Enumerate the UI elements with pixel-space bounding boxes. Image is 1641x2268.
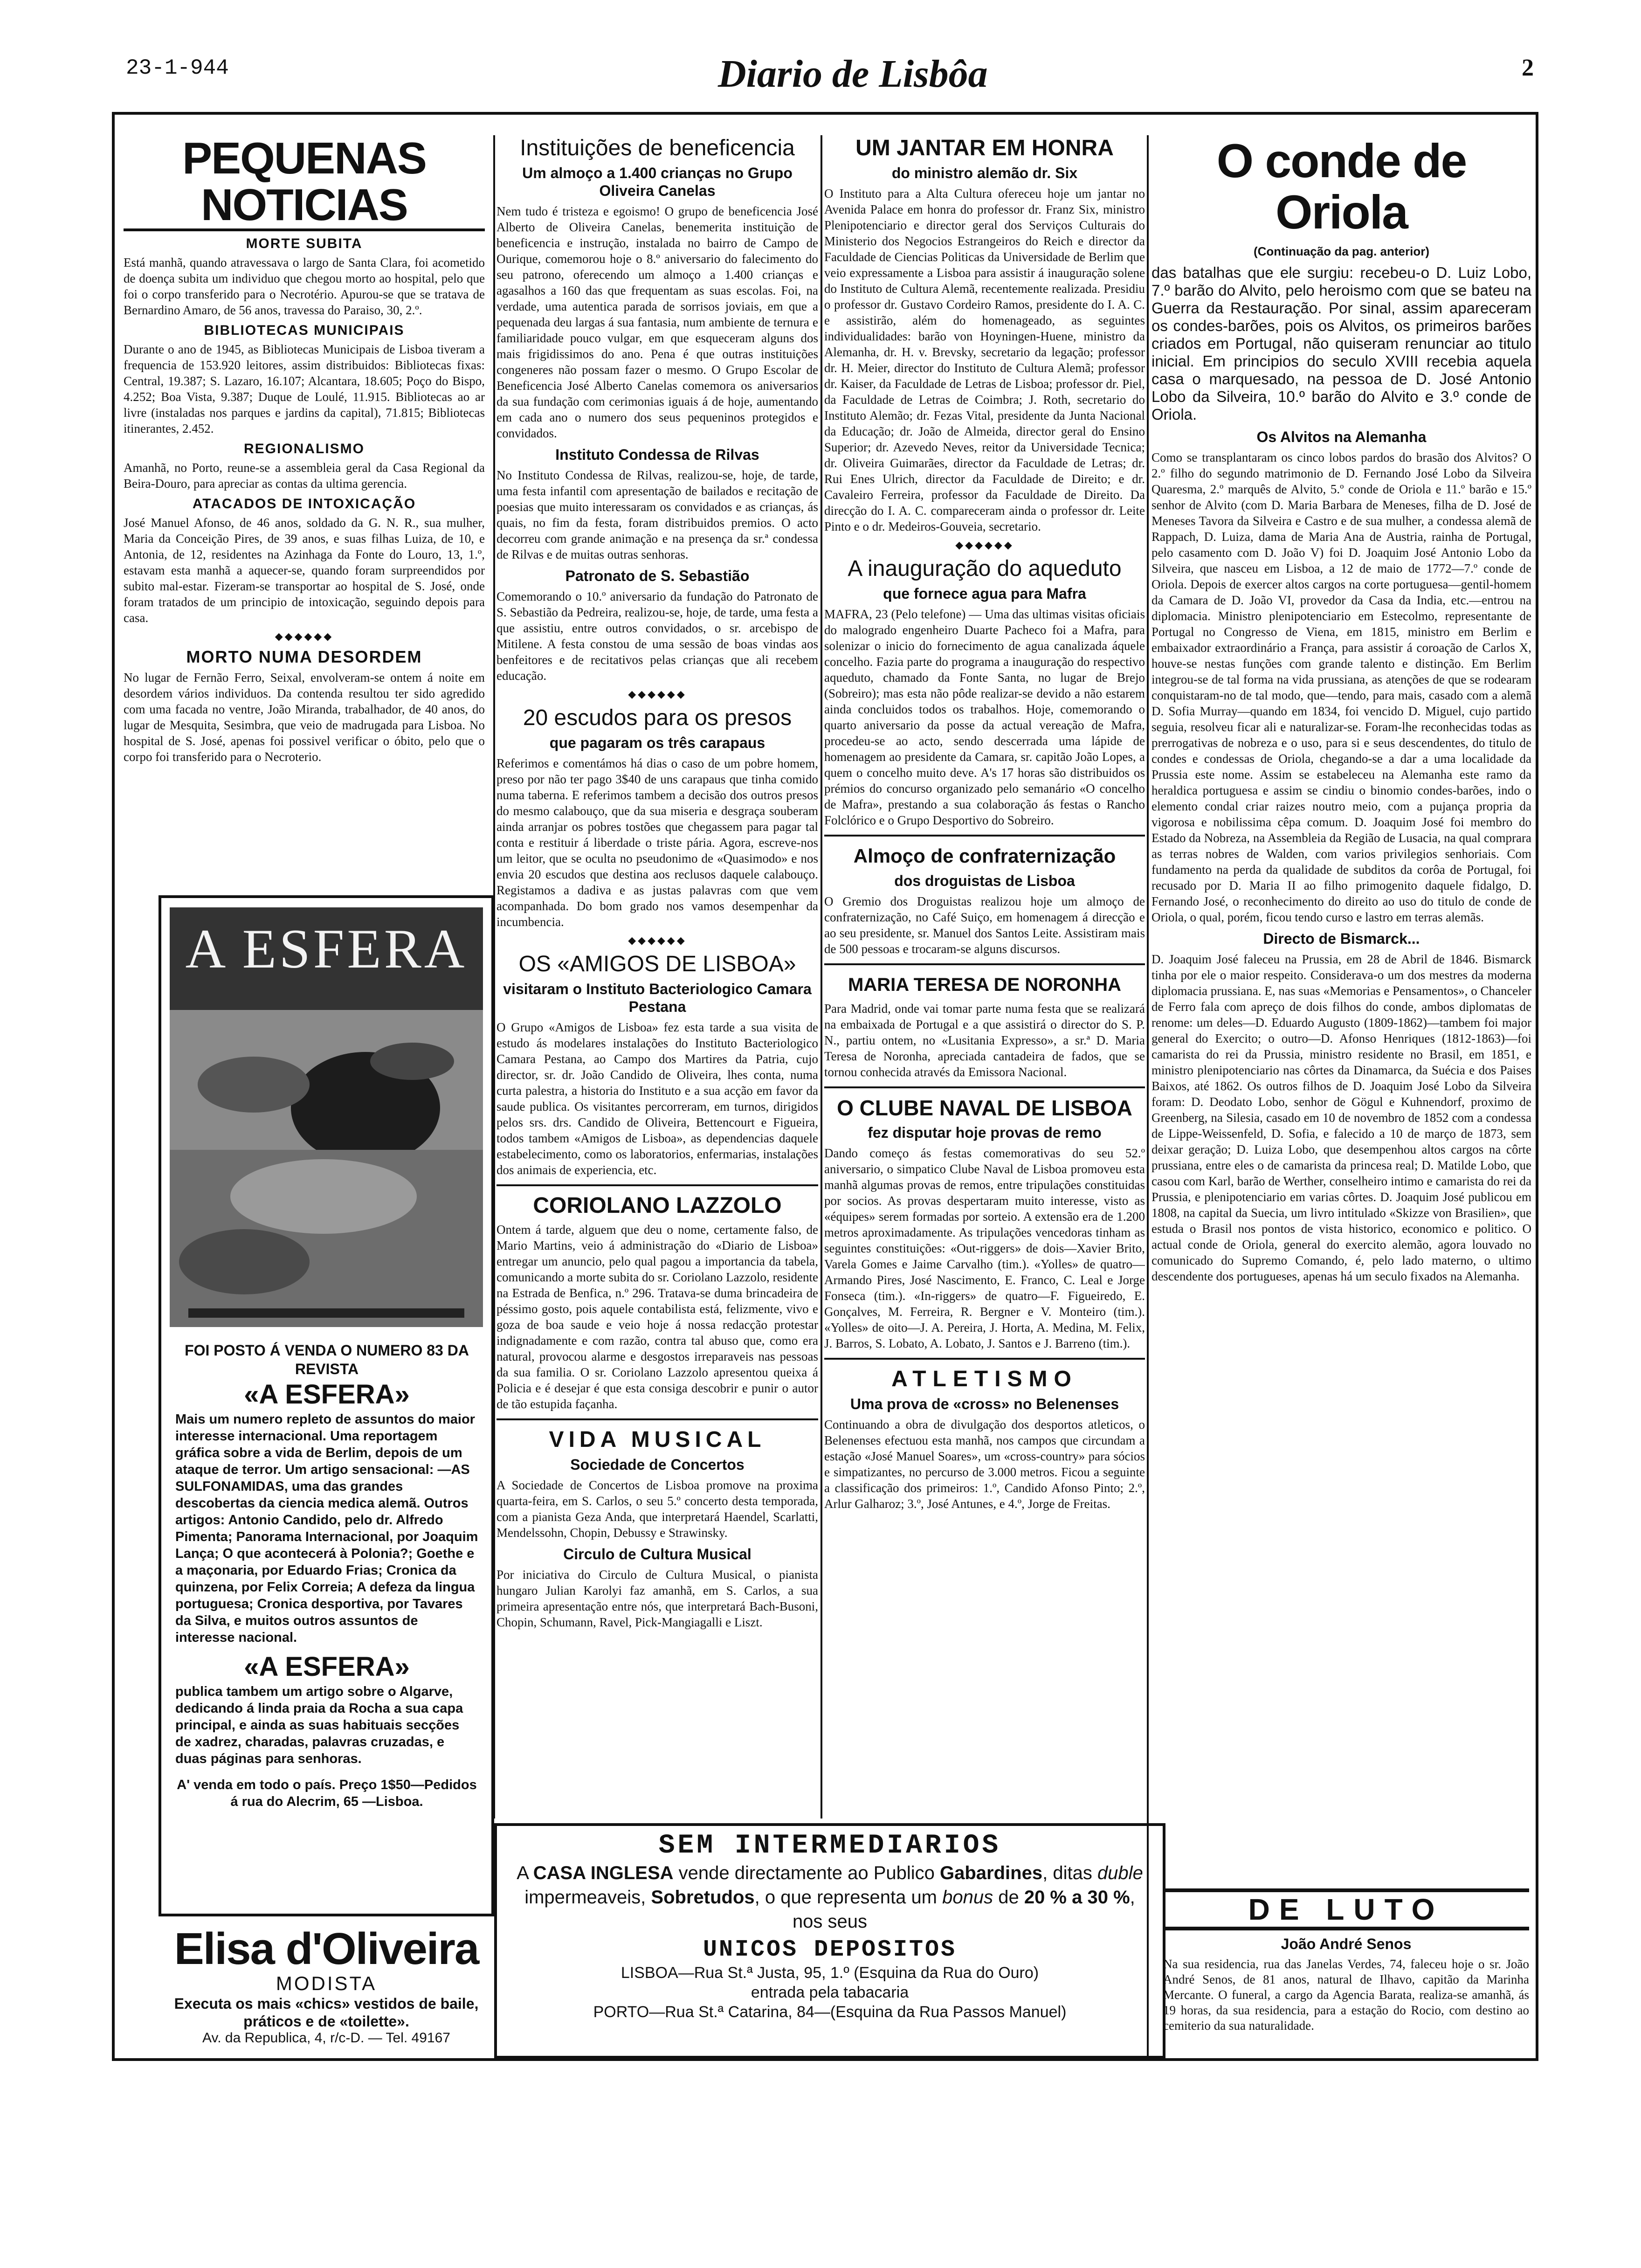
item-text: Está manhã, quando atravessava o largo de Santa Clara, foi acometido de doença subita um individuo que chegou morto ao hospital, pelo que foi o corpo transferido para o Necrotério. Apurou-se que se tratava de Bernardino Amaro, de 56 anos, travessa do Paraiso, 30, 2.º. (124, 256, 485, 317)
ad-brand: CASA INGLESA (533, 1863, 674, 1883)
ad-text: duble (1097, 1863, 1143, 1883)
article-head: Directo de Bismarck... (1263, 930, 1420, 947)
page-number: 2 (1522, 55, 1534, 81)
article-subtitle: fez disputar hoje provas de remo (868, 1124, 1102, 1141)
ad-address: PORTO—Rua St.ª Catarina, 84—(Esquina da Rua Passos Manuel) (593, 2003, 1067, 2021)
ad-text: A (517, 1863, 533, 1883)
article-title: VIDA MUSICAL (549, 1427, 766, 1452)
item-head: MORTO NUMA DESORDEM (186, 647, 422, 666)
obituary-text: Na sua residencia, rua das Janelas Verdes, 74, faleceu hoje o sr. João André Senos, de 81 anos, natural de Ilhavo, capitão da Marinha Mercante. O funeral, a cargo da Agencia Barata, realiza-se amanhã, ás 19 horas, da sua residencia, para a estação do Rocio, com destino ao cemiterio da sua naturalidade. (1163, 1957, 1529, 2033)
article-text: Como se transplantaram os cinco lobos pardos do brasão dos Alvitos? O 2.º filho do segundo matrimonio de D. Fernando José Lobo da Silveira Quaresma, 2.º marquês de Alvito, 5.º conde de Oriola e 11.º barão e 15.º senhor de Alvito (com D. Maria Barbara de Meneses, filha de D. José de Meneses Tavora da Silveira e Castro e de sua mulher, a condessa alemã de Rappach, D. Luiza, dama de Maria Ana de Austria, rainha de Portugal, pelo casamento com D. João V) foi D. Joaquim José Antonio Lobo da Silveira, que nasceu em Lisboa, a 12 de maio de 1772—7.º conde de Oriola. Depois de exercer altos cargos na corte portuguesa—gentil-homem da Camara de D. João VI, provedor da Casa da India, etc.—entrou na diplomacia. Ministro plenipotenciario em Estecolmo, representante de Portugal no Congresso de Viena, em 1815, ministro em Berlim e embaixador extraordinário a França, para assistir á coroação de Carlos X, houve-se nestas funções com grande talento e distinção. Em Berlim integrou-se de tal forma na vida prussiana, as atenções de que se rodearam conquistaram-no de tal modo, que—tendo, para mais, casado com a alemã D. Sofia Murray—quando em 1834, foi vencido D. Miguel, cujo partido seguia, resolveu ficar ali e naturalizar-se. Foram-lhe reconhecidas todas as prerrogativas de nobreza e o uso, para si e seus descendentes, do titulo de condes e condessas de Oriola, chegando-se a dar a uma localidade da Prussia este nome. Assim se estabeleceu na Alemanha este ramo da heraldica portuguesa e assim se cindiu o binomio condes-barões, indo o elemento condal criar raizes noutro meio, com a pujança propria da vigorosa e nobilissima cêpa comum. D. Joaquim José foi membro do Estado da Nobreza, na Assembleia da Região de Lusacia, na qual comprara as terras nobres de Walden, com varios privilegios senhoriais. Com fundamento na perda da qualidade de subditos da corôa de Portugal, foi recusado por D. Maria II ao filho primogenito daquele fidalgo, D. Fernando José, o reconhecimento do direito ao uso do titulo de conde de Oriola, o qual, porém, ficou tendo curso e lastro em terras alemãs. (1151, 450, 1531, 924)
article-text: O Gremio dos Droguistas realizou hoje um almoço de confraternização, no Café Suiço, em homenagem á direcção e ao seu presidente, sr. Manuel dos Santos Leite. Assistiram mais de 500 pessoas e trocaram-se alguns discursos. (824, 894, 1145, 956)
article-title: CORIOLANO LAZZOLO (533, 1193, 782, 1218)
article-text: Referimos e comentámos há dias o caso de um pobre homem, preso por não ter pago 3$40 de uns carapaus que tinha comido numa taberna. E referimos tambem a decisão dos outros presos do mesmo calabouço, que da sua miseria e desgraça souberam ainda arranjar os pobres tostões que chegassem para pagar tal conta e restituir á liberdade o triste pária. Agora, escreve-nos um leitor, que se oculta no pseudonimo de «Quasimodo» e nos envia 20 escudos que destina aos reclusos daquele calabouço. Registamos a dadiva e as justas palavras com que vem acompanhada. Do bom grado nos vamos desempenhar da incumbencia. (496, 756, 818, 929)
article-text: Para Madrid, onde vai tomar parte numa festa que se realizará na embaixada de Portugal e a que assistirá o director do S. P. N., partiu ontem, no «Lusitania Expresso», a sr.ª D. Maria Teresa de Noronha, apreciada cantadeira de fados, que se tornou conhecida através da Emissora Nacional. (824, 1002, 1145, 1079)
article-text: Dando começo ás festas comemorativas do seu 52.º aniversario, o simpatico Clube Naval de Lisboa promoveu esta manhã algumas provas de remos, entre tripulações constituidas por socios. As provas despertaram muito interesse, visto as «équipes» serem formadas por sorteio. A extensão era de 1.200 metros aproximadamente. As tripulações vencedoras tinham as seguintes constituições: «Out-riggers» de dois—Xavier Brito, Varela Gomes e Jaime Carvalho (tim.). «Yolles» de quatro—Armando Pires, José Nascimento, E. Franco, C. Leal e Jorge Fonseca (tim.). «In-riggers» de quatro—F. Figueiredo, E. Gonçalves, M. Ferreira, R. Bergner e V. Monteiro (tim.). «Yolles» de oito—J. A. Pereira, J. Horta, A. Medina, M. Felix, J. Barros, S. Lobato, A. Lobato, J. Santos e J. Barreno (tim.). (824, 1146, 1145, 1350)
article-head: Os Alvitos na Alemanha (1256, 429, 1427, 445)
rule (824, 963, 1145, 965)
article-title: Almoço de confraternização (853, 845, 1116, 867)
article-title: Instituições de beneficencia (520, 136, 795, 160)
ornament-divider: ◆◆◆◆◆◆ (275, 630, 334, 642)
obituary-box (1154, 1888, 1538, 2061)
ad-text: bonus (942, 1887, 993, 1908)
esfera-body: Mais um numero repleto de assuntos do maior interesse internacional. Uma reportagem gráfica sobre a vida de Berlim, depois de um ataque de terror. Um artigo sensacional: —AS SULFONAMIDAS, uma das grandes descobertas da ciencia medica alemã. Outros artigos: Antonio Candido, pelo dr. Alfredo Pimenta; Panorama Internacional, por Joaquim Lança; O que acontecerá à Polonia?; Goethe e a maçonaria, por Eduardo Frias; Cronica da quinzena, por Felix Correia; A defeza da lingua portuguesa; Cronica desportiva, por Tavares da Silva, e muitos outros assuntos de interesse nacional. (175, 1412, 478, 1645)
article-title: ATLETISMO (891, 1367, 1078, 1391)
ad-address: entrada pela tabacaria (751, 1984, 909, 2001)
esfera-body: publica tambem um artigo sobre o Algarve, dedicando á linda praia da Rocha a sua capa principal, e ainda as suas habituais secções de xadrez, charadas, palavras cruzadas, e duas páginas para senhoras. (175, 1684, 463, 1766)
article-head: Circulo de Cultura Musical (563, 1546, 752, 1563)
article-text: Continuando a obra de divulgação dos desportos atleticos, o Belenenses efectuou esta manhã, nos campos que circundam a estação «José Manuel Soares», um «cross-country» para sócios e simpatizantes, no percurso de 3.000 metros. Ficou a seguinte a classificação dos primeiros: 1.º, Candido Afonso Pinto; 2.º, Arlur Galharoz; 3.º, José Antunes, e 4.º, Jorge de Freitas. (824, 1418, 1145, 1511)
article-title: OS «AMIGOS DE LISBOA» (518, 952, 796, 976)
ad-text: vende directamente ao Publico (673, 1863, 940, 1883)
column-jantar (824, 135, 1145, 1819)
article-title: A inauguração do aqueduto (848, 556, 1122, 581)
article-subtitle: que fornece agua para Mafra (883, 585, 1086, 602)
article-subtitle: Um almoço a 1.400 crianças no Grupo Oliveira Canelas (522, 165, 793, 199)
ornament-divider: ◆◆◆◆◆◆ (628, 934, 687, 946)
rule (496, 1184, 818, 1186)
article-text: D. Joaquim José faleceu na Prussia, em 28 de Abril de 1846. Bismarck tinha por ele o maior respeito. Considerava-o um dos mestres da moderna diplomacia prussiana. E, nas suas «Memorias e Pensamentos», o Chanceler de Ferro fala com apreço de dois filhos do conde, ambos diplomatas de renome: um deles—D. Eduardo Augusto (1809-1862)—tambem foi major general do Exercito; o outro—D. Afonso Henriques (1812-1863)—foi camarista do rei da Prussia, ministro residente no Brasil, em 1851, e ministro plenipotenciario nas côrtes da Dinamarca, da Suécia e dos Paises Baixos, até 1862. Os outros filhos de D. Joaquim José Lobo da Silveira foram: D. Deodato Lobo, senhor de Gögul e Kuhnendorf, proximo de Greenberg, na Silesia, casado em 10 de novembro de 1852 com a condessa de Lippe-Weissenfeld, D. Sofia, e falecido a 10 de março de 1873, sem deixar geração; D. Luiza Lobo, que desempenhou altos cargos na côrte prussiana, entre eles o de camarista da princesa real; D. Matilde Lobo, que casou com Karl, barão de Werther, conselheiro intimo e camarista do rei da Prussia, e plenipotenciario em varias côrtes. D. Joaquim José publicou em 1808, na capital da Suecia, um livro intitulado «Skizze von Brasilien», que estuda o Brasil nos pontos de vista historico, economico e politico. O actual conde de Oriola, general do exercito alemão, agora louvado no comunicado do Supremo Comando, é, pelo lado materno, o ultimo descendente dos portugueses, apenas há um seculo fixados na Alemanha. (1151, 952, 1531, 1283)
rule (824, 835, 1145, 837)
masthead (112, 51, 1538, 103)
esfera-advertisement (159, 895, 494, 1916)
ad-text: , o que representa um (754, 1887, 943, 1908)
item-text: Durante o ano de 1945, as Bibliotecas Municipais de Lisboa tiveram a frequencia de 153.920 leitores, assim distribuidos: Bibliotecas fixas: Central, 19.387; S. Lazaro, 16.107; Alcantara, 18.605; Poço do Bispo, 4.252; Boa Vista, 9.387; Duque de Loulé, 11.915. Bibliotecas ao ar livre (instaladas nos parques e jardins da capital), 71.815; Bibliotecas itinerantes, 2.452. (124, 342, 485, 436)
article-head: Patronato de S. Sebastião (565, 567, 750, 584)
ad-address: LISBOA—Rua St.ª Justa, 95, 1.º (Esquina da Rua do Ouro) (621, 1964, 1039, 1982)
item-text: Amanhã, no Porto, reune-se a assembleia geral da Casa Regional da Beira-Douro, para apreciar as contas da ultima gerencia. (124, 461, 485, 491)
newspaper-title: Diario de Lisbôa (718, 52, 988, 96)
ad-text: , nos seus (792, 1887, 1135, 1932)
item-head: MORTE SUBITA (246, 236, 363, 251)
item-head: BIBLIOTECAS MUNICIPAIS (204, 323, 405, 338)
article-subtitle: Uma prova de «cross» no Belenenses (850, 1396, 1119, 1412)
item-head: REGIONALISMO (243, 441, 365, 456)
article-title: O CLUBE NAVAL DE LISBOA (837, 1096, 1132, 1120)
issue-date: 23-1-944 (126, 56, 229, 80)
column-rule (820, 135, 822, 1819)
article-head: Instituto Condessa de Rilvas (555, 446, 759, 463)
ad-text: , ditas (1042, 1863, 1097, 1883)
ad-text: Gabardines (940, 1863, 1043, 1883)
esfera-name: «A ESFERA» (244, 1379, 410, 1410)
article-subtitle: do ministro alemão dr. Six (891, 165, 1078, 181)
article-text: Por iniciativa do Circulo de Cultura Musical, o pianista hungaro Julian Karolyi faz amanhã, em S. Carlos, a sua primeira apresentação entre nós, que interpretará Bach-Busoni, Chopin, Schumann, Ravel, Pick-Mangiagalli e Liszt. (496, 1568, 818, 1629)
article-subtitle: visitaram o Instituto Bacteriologico Camara Pestana (503, 981, 812, 1015)
ad-text: Sobretudos (651, 1887, 755, 1908)
article-text: O Grupo «Amigos de Lisboa» fez esta tarde a sua visita de estudo ás modelares instalações do Instituto Bacteriologico Camara Pestana, ao Campo dos Martires da Patria, cujo director, sr. dr. João Candido de Oliveira, lhes conta, numa curta palestra, a historia do Instituto e a sua acção em favor da saude publica. Os visitantes percorreram, em turnos, dirigidos pelos srs. drs. Candido de Oliveira, Bettencourt e Figueira, todos tambem «Amigos de Lisboa», as dependencias daquele estabelecimento, como os laboratorios, enfermarias, instalações dos animais de experiencia, etc. (496, 1020, 818, 1177)
item-text: No lugar de Fernão Ferro, Seixal, envolveram-se ontem á noite em desordem vários individuos. Da contenda resultou ter sido agredido com uma facada no ventre, João Miranda, trabalhador, de 40 anos, do lugar de Mesquita, Sesimbra, que veio de madrugada para Lisboa. No hospital de S. José, apenas foi possivel verificar o óbito, pelo que o corpo foi transferido para o Necroterio. (124, 671, 485, 764)
article-title: UM JANTAR EM HONRA (855, 136, 1114, 160)
ad-name: Elisa d'Oliveira (174, 1924, 479, 1974)
rule (824, 1358, 1145, 1360)
ad-text: impermeaveis, (524, 1887, 651, 1908)
ornament-divider: ◆◆◆◆◆◆ (628, 688, 687, 700)
column-conde-oriola (1151, 135, 1531, 1879)
ad-role: MODISTA (276, 1972, 377, 1994)
article-title: O conde de Oriola (1216, 135, 1467, 239)
article-text: MAFRA, 23 (Pelo telefone) — Uma das ultimas visitas oficiais do malogrado engenheiro Duarte Pacheco foi a Mafra, para solenizar o inicio do fornecimento de agua canalizada áquele concelho. Fazia parte do programa a inauguração do respectivo aqueduto, chamado da Fonte Santa, no lugar de Brejo (Sobreiro); mas esta não pôde realizar-se devido a não estarem ainda concluidos todos os trabalhos. Hoje, comemorando o quarto aniversario da posse da actual vereação de Mafra, procedeu-se ao acto, sendo descerrada uma lápide de homenagem ao presidente da Camara, sr. capitão João Lopes, a quem o concelho muito deve. A's 17 horas são distribuidos os prémios do concurso organizado pelo semanário «O concelho de Mafra», prestando a sua colaboração ás festas o Rancho Folclórico e o Grupo Desportivo do Sobreiro. (824, 607, 1145, 827)
article-text: Ontem á tarde, alguem que deu o nome, certamente falso, de Mario Martins, veio á administração do «Diario de Lisboa» entregar um anuncio, pelo qual pagou a importancia da tabela, comunicando a morte subita do sr. Coriolano Lazzolo, residente na Estrada de Benfica, n.º 296. Tratava-se duma brincadeira de péssimo gosto, pois aquele contabilista está, felizmente, vivo e goza de boa saude e veio hoje á nossa redacção protestar indignadamente e com razão, contra tal abuso que, como era natural, provocou alarme e desgostos irreparaveis nas pessoas da sua familia. O sr. Coriolano Lazzolo apresentou queixa á Policia e é desejar é que esta consiga descobrir e punir o autor de tão estupida façanha. (496, 1223, 818, 1411)
rule (824, 1086, 1145, 1088)
elisa-oliveira-advertisement (159, 1926, 494, 2059)
ad-text: de (993, 1887, 1024, 1908)
esfera-intro: FOI POSTO Á VENDA O NUMERO 83 DA REVISTA (185, 1342, 469, 1377)
ad-title: SEM INTERMEDIARIOS (658, 1831, 1001, 1861)
continuation-note: (Continuação da pag. anterior) (1253, 244, 1430, 258)
article-subtitle: que pagaram os três carapaus (549, 734, 765, 751)
esfera-footer: A' venda em todo o país. Preço 1$50—Pedidos á rua do Alecrim, 65 —Lisboa. (177, 1777, 477, 1809)
magazine-logo: A ESFERA (185, 918, 468, 980)
ad-discount: 20 % a 30 % (1024, 1887, 1130, 1908)
ad-line: Executa os mais «chics» vestidos de baile, práticos e de «toilette». (174, 1995, 479, 2030)
ornament-divider: ◆◆◆◆◆◆ (955, 539, 1014, 551)
article-title: 20 escudos para os presos (523, 705, 792, 730)
column-rule (1147, 135, 1149, 2056)
item-text: José Manuel Afonso, de 46 anos, soldado da G. N. R., sua mulher, Maria da Conceição Pires, de 39 anos, e suas filhas Luiza, de 10, e Antonia, de 12, residentes na Azinhaga da Fonte do Louro, 13, 1.º, estavam esta manhã a aquecer-se, quando foram surpreendidos por subito mal-estar. Fizeram-se transportar ao hospital de S. José, onde foram tratados de um principio de intoxicação, seguindo depois para casa. (124, 516, 485, 625)
column-beneficencia (496, 135, 818, 1819)
article-text: Comemorando o 10.º aniversario da fundação do Patronato de S. Sebastião da Pedreira, realizou-se, hoje, de tarde, uma festa a que assistiu, entre outros convidados, o sr. arcebispo de Mitilene. A festa constou de uma sessão de boas vindas aos benfeitores e de recitativos pelas crianças que ali recebem educação. (496, 589, 818, 683)
ad-body (497, 1861, 1163, 1934)
section-title: PEQUENAS NOTICIAS (124, 135, 485, 231)
casa-inglesa-advertisement (494, 1823, 1165, 2059)
article-subtitle: Sociedade de Concertos (570, 1456, 745, 1473)
magazine-cover-image (170, 907, 483, 1327)
article-text: das batalhas que ele surgiu: recebeu-o D. Luiz Lobo, 7.º barão do Alvito, pelo heroismo com que se bateu na Guerra da Restauração. Por sinal, assim apareceram os condes-barões, pois os Alvitos, os primeiros barões criados em Portugal, não quiseram renunciar ao titulo inicial. Em principios do seculo XVIII recebia aquela casa o marquesado, na pessoa de D. José Antonio Lobo da Silveira, 10.º barão do Alvito e 3.º conde de Oriola. (1151, 264, 1531, 423)
article-text: O Instituto para a Alta Cultura ofereceu hoje um jantar no Avenida Palace em honra do professor dr. Franz Six, ministro Plenipotenciario e director geral dos Serviços Culturais do Ministerio dos Negocios Estrangeiros do Reich e director da Faculdade de Ciencias Politicas da Universidade de Berlim que veio expressamente a Lisboa para assistir á inauguração solene do Instituto de Cultura Alemã, recentemente realizada. Presidiu o professor dr. Gustavo Cordeiro Ramos, presidente do I. A. C. e assistirão, além do homenageado, as seguintes individualidades: barão von Hoyningen-Huene, ministro da Alemanha, dr. H. v. Brevsky, secretario da legação; professor dr. H. Meier, director do Instituto de Cultura Alemã; professor dr. Kaiser, da Faculdade de Letras de Lisboa; professor dr. Piel, da Faculdade de Letras de Coimbra; J. Roth, secretario do Instituto Alemão; dr. Fezas Vital, presidente da Junta Nacional da Educação; dr. João de Almeida, director geral do Ensino Superior; dr. Azevedo Neves, reitor da Universidade Tecnica; dr. Oliveira Guimarães, director da Faculdade de Letras; dr. Rui Enes Ulrich, director da Faculdade de Direito; e dr. Cavaleiro Ferreira, professor da Faculdade de Direito. Da direcção do I. A. C. compareceram ainda o professor dr. Leite Pinto e o dr. Medeiros-Gouveia, secretario. (824, 187, 1145, 533)
obituary-name: João André Senos (1281, 1936, 1412, 1952)
esfera-name: «A ESFERA» (244, 1652, 410, 1682)
article-title: MARIA TERESA DE NORONHA (848, 975, 1121, 995)
article-text: Nem tudo é tristeza e egoismo! O grupo de beneficencia José Alberto de Oliveira Canelas, benemerita instituição de beneficencia e instrução, instalada no bairro de Campo de Ourique, comemorou hoje o 8.º aniversario do falecimento do seu patrono, oferecendo um almoço a 1.400 crianças e agasalhos a 160 das que frequentam as suas escolas. Foi, na verdade, uma autentica parada de sorrisos joviais, em que a pequenada deu largas á sua fantasia, num ambiente de ternura e familiaridade pouco vulgar, em que esqueceram alguns dos mais frigidissimos do ano. Pena é que outras instituições congeneres não possam fazer o mesmo. O Grupo Escolar de Beneficencia José Alberto Canelas comemora os aniversarios da sua fundação com cerimonias iguais á de hoje, aumentando em cada ano o numero dos seus pequeninos protegidos e convidados. (496, 204, 818, 440)
article-text: No Instituto Condessa de Rilvas, realizou-se, hoje, de tarde, uma festa infantil com apresentação de bailados e recitação de poesias que muito interessaram os convidados e as crianças, ás quais, no fim da festa, foram distribuidos premios. O acto decorreu com grande animação e na presença da sr.ª condessa de Rilvas e de muitas outras senhoras. (496, 468, 818, 561)
ad-address: Av. da Republica, 4, r/c-D. — Tel. 49167 (202, 2030, 450, 2046)
article-subtitle: dos droguistas de Lisboa (894, 872, 1075, 889)
article-text: A Sociedade de Concertos de Lisboa promove na proxima quarta-feira, em S. Carlos, o seu 5.º concerto desta temporada, com a pianista Geza Anda, que interpretará Haendel, Scarlatti, Mendelssohn, Chopin, Debussy e Strawinsky. (496, 1478, 818, 1540)
obituary-title: DE LUTO (1163, 1888, 1529, 1930)
rule (496, 1418, 818, 1420)
esfera-ad-text (175, 1341, 478, 1810)
item-head: ATACADOS DE INTOXICAÇÃO (192, 496, 416, 512)
ad-title: UNICOS DEPOSITOS (703, 1936, 957, 1963)
column-pequenas-noticias (124, 135, 485, 891)
